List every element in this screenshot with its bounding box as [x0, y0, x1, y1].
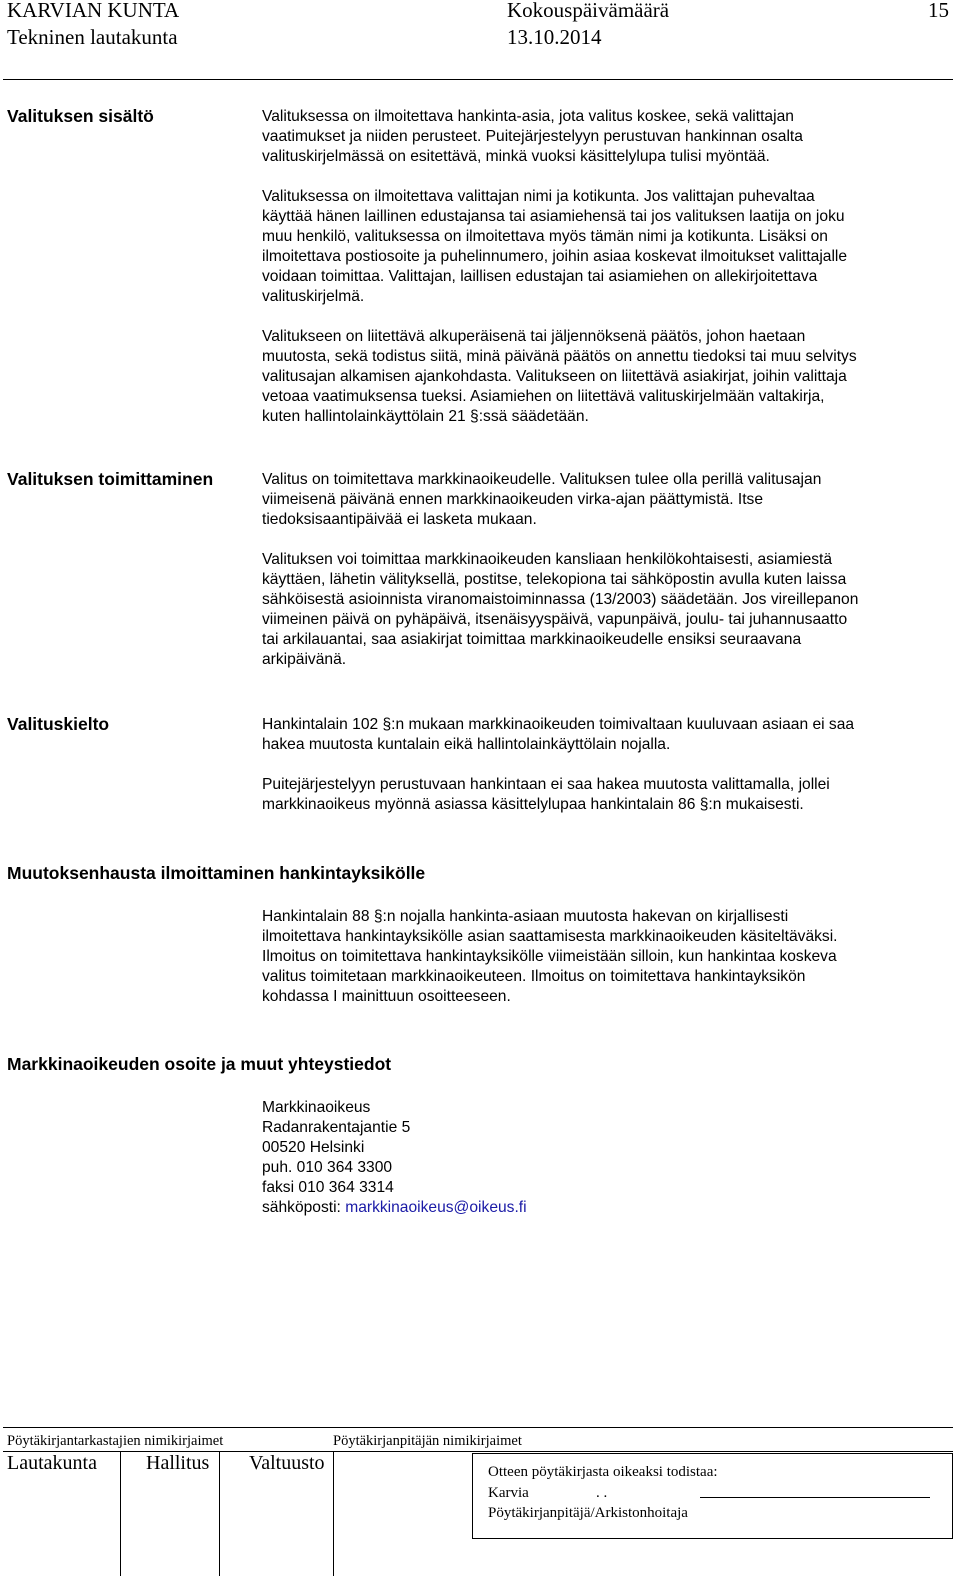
text-line: käyttää hänen laillinen edustajansa tai asiamiehensä tai jos valituksen laatija on joku [262, 208, 845, 226]
certification-signer: Pöytäkirjanpitäjä/Arkistonhoitaja [488, 1505, 688, 1521]
text-line: valitus toimitetaan markkinaoikeuteen. Ilmoitus on toimitettava hankintayksikön [262, 968, 806, 986]
text-line: Ilmoitus on toimitettava hankintayksikölle viimeistään silloin, kun hankintaa koskeva [262, 948, 837, 966]
footer-divider [3, 1427, 953, 1428]
text-line: tai arkilauantai, saa asiakirjat toimittaa markkinaoikeudelle ensiksi seuraavana [262, 631, 802, 649]
text-line: käyttäen, lähetin välityksellä, postitse, telekopiona tai sähköpostin avulla kuten laissa [262, 571, 847, 589]
header-divider [3, 79, 953, 80]
examiners-initials-label: Pöytäkirjantarkastajien nimikirjaimet [7, 1433, 224, 1449]
certification-place: Karvia [488, 1485, 529, 1501]
text-line: sähköisestä asioinnista viranomaistoiminnassa (13/2003) säädetään. Jos vireillepanon [262, 591, 859, 609]
board-name: Tekninen lautakunta [7, 25, 178, 49]
text-line: Valituksessa on ilmoitettava valittajan nimi ja kotikunta. Jos valittajan puhevaltaa [262, 188, 815, 205]
page-number: 15 [928, 0, 949, 22]
text-line: valituskirjelmä. [262, 288, 365, 306]
address-block [262, 1098, 952, 1219]
text-line: Valituksessa on ilmoitettava hankinta-asia, jota valitus koskee, sekä valittajan [262, 108, 794, 125]
footer-column-divider [120, 1451, 121, 1576]
section-title-toimittaminen: Valituksen toimittaminen [7, 469, 214, 489]
text-line: vetoaa vaatimuksensa tueksi. Asiamiehen on liitettävä valituskirjelmään valtakirja, [262, 388, 825, 406]
phone-number: puh. 010 364 3300 [262, 1159, 393, 1177]
text-line: valituskirjelmässä on esitettävä, minkä vuoksi käsittelylupa tulisi myöntää. [262, 148, 770, 166]
text-line: Valitus on toimitettava markkinaoikeudelle. Valituksen tulee olla perillä valitusajan [262, 471, 822, 488]
text-line: markkinaoikeus myönnä asiassa käsittelylupaa hankintalain 86 §:n mukaisesti. [262, 796, 804, 814]
paragraph-toimittaminen-2 [262, 550, 952, 671]
text-line: kuten hallintolainkäyttölain 21 §:ssä säädetään. [262, 408, 589, 426]
text-line: hakea muutosta kuntalain eikä hallintolainkäyttölain nojalla. [262, 736, 671, 754]
text-line: voidaan toimittaa. Valittajan, laillisen edustajan tai asiamiehen on allekirjoitettava [262, 268, 818, 286]
text-line: viimeisenä päivänä ennen markkinaoikeuden virka-ajan päättymistä. Itse [262, 491, 764, 509]
text-line: valitusajan alkamisen ajankohdasta. Valitukseen on liitettävä asiakirjat, joihin valittaja [262, 368, 847, 386]
secretary-initials-label: Pöytäkirjanpitäjän nimikirjaimet [333, 1433, 522, 1449]
footer-column-divider [219, 1451, 220, 1576]
section-title-osoite: Markkinaoikeuden osoite ja muut yhteystiedot [7, 1054, 392, 1074]
paragraph-toimittaminen-1 [262, 470, 952, 530]
section-title-sisalto: Valituksen sisältö [7, 106, 154, 126]
text-line: tiedoksisaantipäivää ei lasketa mukaan. [262, 511, 537, 529]
footer-column-divider [333, 1451, 334, 1576]
paragraph-sisalto-3 [262, 327, 952, 427]
column-hallitus: Hallitus [146, 1452, 210, 1474]
paragraph-ilmoittaminen-1 [262, 907, 952, 1007]
meeting-date-label: Kokouspäivämäärä [507, 0, 670, 22]
paragraph-kielto-2 [262, 775, 952, 815]
signature-line [700, 1497, 930, 1498]
municipality-name: KARVIAN KUNTA [7, 0, 180, 22]
column-lautakunta: Lautakunta [7, 1452, 97, 1474]
postal-address: 00520 Helsinki [262, 1139, 365, 1157]
section-title-ilmoittaminen: Muutoksenhausta ilmoittaminen hankintayksikölle [7, 863, 426, 883]
certification-text: Otteen pöytäkirjasta oikeaksi todistaa: [488, 1464, 718, 1480]
text-line: Hankintalain 102 §:n mukaan markkinaoikeuden toimivaltaan kuuluvaan asiaan ei saa [262, 716, 855, 733]
email-row [262, 1198, 952, 1218]
text-line: Valituksen voi toimittaa markkinaoikeuden kansliaan henkilökohtaisesti, asiamiestä [262, 551, 833, 568]
paragraph-kielto-1 [262, 715, 952, 755]
text-line: viimeinen päivä on pyhäpäivä, itsenäisyyspäivä, vapunpäivä, joulu- tai juhannusaatto [262, 611, 848, 629]
email-label: sähköposti: [262, 1199, 346, 1217]
text-line: kohdassa I mainittuun osoitteeseen. [262, 988, 511, 1006]
text-line: arkipäivänä. [262, 651, 347, 669]
text-line: vaatimukset ja niiden perusteet. Puitejärjestelyyn perustuvan hankinnan osalta [262, 128, 803, 146]
meeting-date: 13.10.2014 [507, 25, 602, 49]
street-address: Radanrakentajantie 5 [262, 1119, 411, 1137]
column-valtuusto: Valtuusto [249, 1452, 325, 1474]
text-line: ilmoitettava postiosoite ja puhelinnumero, joihin asiaa koskevat ilmoitukset valittajalle [262, 248, 848, 266]
paragraph-sisalto-1 [262, 107, 952, 167]
fax-number: faksi 010 364 3314 [262, 1179, 394, 1197]
paragraph-sisalto-2 [262, 187, 952, 308]
text-line: Hankintalain 88 §:n nojalla hankinta-asiaan muutosta hakevan on kirjallisesti [262, 908, 789, 925]
email-link[interactable]: markkinaoikeus@oikeus.fi [345, 1199, 527, 1217]
section-title-kielto: Valituskielto [7, 714, 110, 734]
certification-date-dots: . . [596, 1485, 608, 1501]
text-line: Puitejärjestelyyn perustuvaan hankintaan ei saa hakea muutosta valittamalla, jollei [262, 776, 830, 793]
text-line: Valitukseen on liitettävä alkuperäisenä tai jäljennöksenä päätös, johon haetaan [262, 328, 806, 345]
text-line: muutosta, sekä todistus siitä, minä päivänä päätös on annettu tiedoksi tai muu selvitys [262, 348, 857, 366]
court-name: Markkinaoikeus [262, 1099, 371, 1116]
text-line: muu henkilö, valituksessa on ilmoitettava myös tämän nimi ja kotikunta. Lisäksi on [262, 228, 828, 246]
text-line: ilmoitettava hankintayksikölle asian saattamisesta markkinaoikeuden käsiteltäväksi. [262, 928, 838, 946]
